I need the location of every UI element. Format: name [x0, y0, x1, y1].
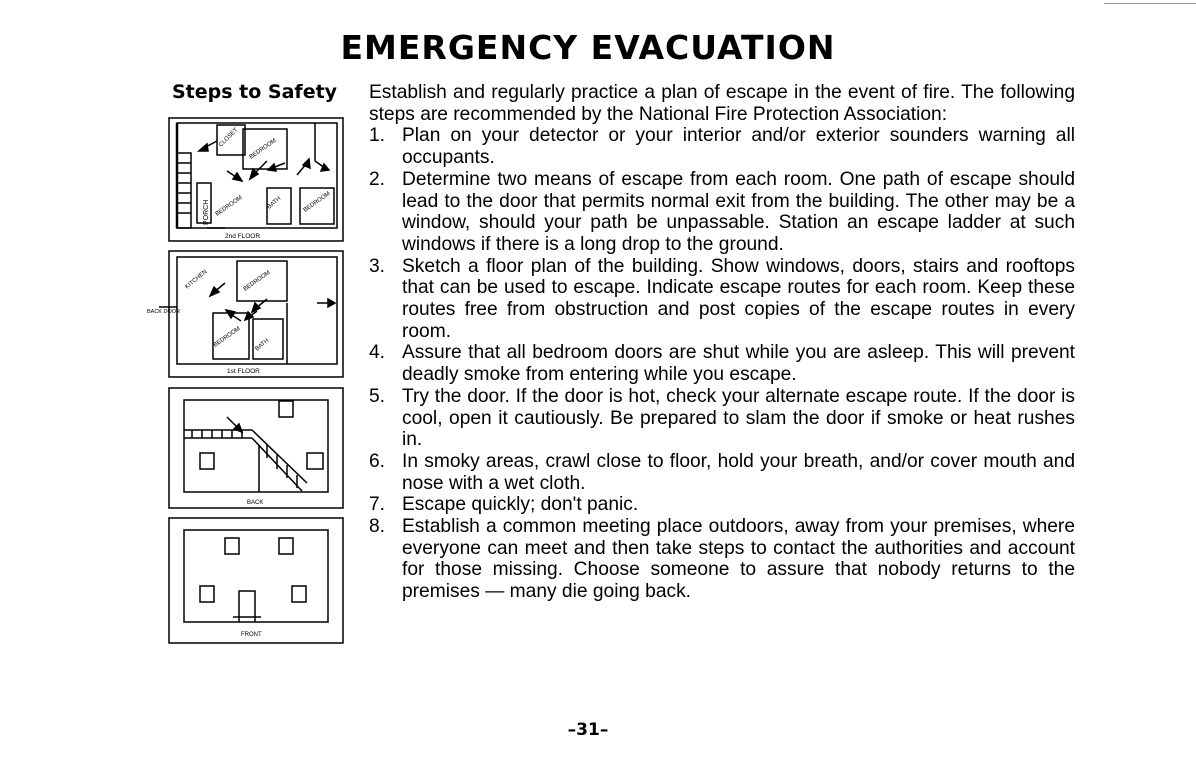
list-item: [369, 494, 1075, 516]
step-text: Determine two means of escape from each room. One path of escape should lead to the door that permits normal exit from the building. The other may be a window, should your path be unpassable. Station an escape ladder at such windows if there is a long drop to the ground.: [402, 168, 1075, 255]
list-item: [369, 451, 1075, 494]
steps-list: [369, 125, 1075, 602]
list-item: [369, 125, 1075, 168]
list-item: [369, 342, 1075, 385]
step-number: 4.: [369, 342, 386, 364]
label-porch: PORCH: [203, 199, 210, 225]
step-number: 2.: [369, 168, 386, 190]
list-item: [369, 169, 1075, 256]
floor-plan-diagrams: [147, 113, 347, 653]
label-bedroom-1st-left: BEDROOM: [212, 325, 242, 349]
list-item: [369, 256, 1075, 343]
step-text: In smoky areas, crawl close to floor, hold your breath, and/or cover mouth and nose with a wet cloth.: [402, 450, 1075, 494]
step-text: Plan on your detector or your interior and/or exterior sounders warning all occupants.: [402, 125, 1075, 169]
label-back-door: BACK DOOR: [147, 309, 181, 315]
list-item: [369, 386, 1075, 451]
label-kitchen: KITCHEN: [184, 269, 209, 291]
front-elevation: [169, 518, 343, 643]
intro-paragraph: Establish and regularly practice a plan of escape in the event of fire. The following steps are recommended by the National Fire Protection Association:: [369, 82, 1075, 125]
step-text: Escape quickly; don't panic.: [402, 494, 639, 516]
step-number: 8.: [369, 516, 386, 538]
back-elevation: [169, 388, 343, 508]
label-bath-1st: BATH: [254, 337, 271, 353]
step-text: Sketch a floor plan of the building. Show windows, doors, stairs and rooftops that can be used to escape. Indicate escape routes for each room. Keep these routes free from obstruction and post copies of the escape routes in every room.: [402, 255, 1075, 342]
label-back: BACK: [247, 500, 264, 506]
step-number: 7.: [369, 494, 386, 516]
page-title: EMERGENCY EVACUATION: [340, 28, 836, 67]
step-text: Assure that all bedroom doors are shut while you are asleep. This will prevent deadly smoke from entering while you escape.: [402, 342, 1075, 386]
label-bath-2nd: BATH: [266, 195, 283, 211]
label-front: FRONT: [241, 632, 262, 638]
step-number: 5.: [369, 385, 386, 407]
step-number: 6.: [369, 450, 386, 472]
page-number: –31–: [567, 720, 609, 740]
step-text: Try the door. If the door is hot, check your alternate escape route. If the door is cool, open it cautiously. Be prepared to slam the door if smoke or heat rushes in.: [402, 385, 1075, 451]
label-1st-floor: 1st FLOOR: [227, 368, 260, 375]
step-number: 1.: [369, 125, 386, 147]
label-bedroom-right: BEDROOM: [302, 190, 332, 214]
corner-rule: [1104, 3, 1196, 4]
label-2nd-floor: 2nd FLOOR: [225, 233, 261, 240]
label-closet: CLOSET: [218, 127, 240, 149]
body-text: [369, 82, 1075, 603]
label-bedroom-left: BEDROOM: [214, 194, 244, 218]
step-number: 3.: [369, 255, 386, 277]
label-bedroom-1st: BEDROOM: [242, 269, 272, 293]
label-bedroom-top: BEDROOM: [248, 137, 278, 161]
sidebar-heading: Steps to Safety: [172, 81, 338, 103]
porch-steps: [177, 153, 191, 228]
second-floor-plan: [169, 118, 343, 241]
step-text: Establish a common meeting place outdoors, away from your premises, where everyone can meet and then take steps to contact the authorities and account for those missing. Choose someone to assure that nobody returns to the premises — many die going back.: [402, 516, 1075, 603]
list-item: [369, 516, 1075, 603]
